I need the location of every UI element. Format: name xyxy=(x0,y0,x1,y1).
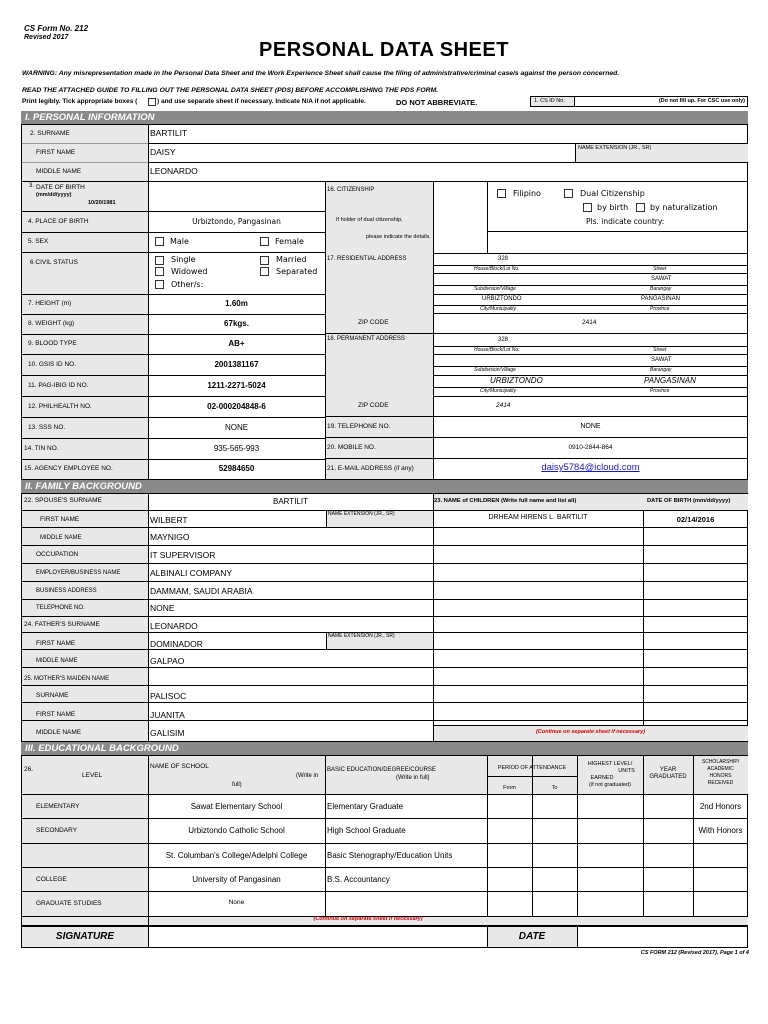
family-row-divider xyxy=(21,599,748,600)
child-dob: 02/14/2016 xyxy=(676,515,715,524)
education-continue-note: (Continue on separate sheet if necessary) xyxy=(313,916,423,922)
education-school: None xyxy=(228,899,245,906)
family-row-divider xyxy=(21,667,748,668)
citizenship-label: 16. CITIZENSHIP xyxy=(327,187,375,193)
education-course: Elementary Graduate xyxy=(327,802,404,811)
father-first-value: DOMINADOR xyxy=(150,639,203,649)
spouse-employer-value: ALBINALI COMPANY xyxy=(150,568,233,578)
family-row-divider xyxy=(21,632,748,633)
family-row-divider xyxy=(21,545,748,546)
res-barangay: SAWAT xyxy=(651,276,672,282)
name-extension-cell: NAME EXTENSION (JR., SR) xyxy=(575,144,748,162)
civil-separated-label: Separated xyxy=(276,267,318,276)
education-course: Basic Stenography/Education Units xyxy=(327,851,453,860)
surname-value: BARTILIT xyxy=(150,128,188,138)
spouse-address-value: DAMMAM, SAUDI ARABIA xyxy=(150,586,253,596)
family-row-divider xyxy=(21,527,748,528)
dob-format: (mm/dd/yyyy) xyxy=(36,192,72,198)
perm-province: PANGASINAN xyxy=(644,376,696,385)
education-course-header-2: (Write in full) xyxy=(396,775,430,781)
spouse-employer-label: EMPLOYER/BUSINESS NAME xyxy=(36,570,121,576)
father-middle-label: MIDDLE NAME xyxy=(36,658,78,664)
citizenship-dual-label: Dual Citizenship xyxy=(580,189,645,198)
perm-city: URBIZTONDO xyxy=(490,376,543,385)
firstname-label: FIRST NAME xyxy=(36,149,76,156)
dob-label: DATE OF BIRTH xyxy=(36,184,85,191)
family-row-divider xyxy=(21,649,748,650)
tin-value: 935-565-993 xyxy=(213,444,260,453)
guide-text: READ THE ATTACHED GUIDE TO FILLING OUT THE PERSONAL DATA SHEET (PDS) BEFORE ACCOMPLISHING THE PDS FORM. xyxy=(22,87,439,94)
gsis-label: 10. GSIS ID NO. xyxy=(28,361,77,368)
mother-first-value: JUANITA xyxy=(150,710,185,720)
education-year-header-2: GRADUATED xyxy=(649,774,687,780)
res-street-label: Street xyxy=(653,266,667,272)
email-value[interactable]: daisy5784@icloud.com xyxy=(541,462,640,473)
gsis-value: 2001381167 xyxy=(214,360,259,369)
page-title: PERSONAL DATA SHEET xyxy=(259,39,509,61)
perm-barangay-label: Barangay xyxy=(650,367,672,373)
res-city-label: City/Municipality xyxy=(480,306,517,312)
father-ext-cell: NAME EXTENSION (JR., SR) xyxy=(326,632,433,649)
children-dob-label: DATE OF BIRTH (mm/dd/yyyy) xyxy=(647,498,731,504)
surname-label: 2. SURNAME xyxy=(30,130,70,137)
date-label: DATE xyxy=(518,931,546,942)
spouse-telephone-value: NONE xyxy=(150,603,175,613)
perm-zip: 2414 xyxy=(496,402,511,409)
pob-label: 4. PLACE OF BIRTH xyxy=(28,218,89,225)
mother-surname-value: PALISOC xyxy=(150,691,187,701)
res-city: URBIZTONDO xyxy=(482,296,522,302)
education-year-header-1: YEAR xyxy=(659,767,677,773)
firstname-value: DAISY xyxy=(150,147,176,157)
cs-id-label-box xyxy=(530,96,575,107)
citizenship-filipino-checkbox[interactable] xyxy=(497,189,506,198)
family-row-divider xyxy=(21,685,748,686)
education-school-header-3: full) xyxy=(232,782,242,788)
middlename-value: LEONARDO xyxy=(150,166,198,176)
print-instruction-a: Print legibly. Tick appropriate boxes ( xyxy=(22,98,138,105)
sex-female-checkbox[interactable] xyxy=(260,237,269,246)
dob-value: 10/20/1981 xyxy=(88,200,116,206)
family-row-divider xyxy=(21,563,748,564)
philhealth-value: 02-000204848-6 xyxy=(207,402,266,411)
education-row-divider xyxy=(21,843,748,844)
perm-province-label: Province xyxy=(650,388,670,394)
father-surname-label: 24. FATHER'S SURNAME xyxy=(24,621,100,628)
education-from-header: From xyxy=(503,785,516,791)
sex-male-label: Male xyxy=(170,237,189,246)
blood-value: AB+ xyxy=(228,339,245,348)
education-level-header: LEVEL xyxy=(82,772,103,779)
spouse-first-label: FIRST NAME xyxy=(40,516,80,523)
civil-single-label: Single xyxy=(171,255,196,264)
education-number: 26. xyxy=(24,766,34,773)
education-honors-header-4: RECEIVED xyxy=(707,780,734,786)
form-number: CS Form No. 212 xyxy=(24,24,89,33)
res-house: 328 xyxy=(498,256,509,262)
spouse-occupation-label: OCCUPATION xyxy=(36,551,79,558)
father-middle-value: GALPAO xyxy=(150,656,185,666)
telephone-label: 19. TELEPHONE NO. xyxy=(327,423,391,430)
civil-widowed-label: Widowed xyxy=(171,267,208,276)
mobile-value: 0910-2844-864 xyxy=(568,444,613,451)
education-honors-header-2: ACADEMIC xyxy=(707,766,734,772)
family-row-divider xyxy=(21,616,748,617)
permanent-label: 18. PERMANENT ADDRESS xyxy=(327,336,405,342)
education-level: COLLEGE xyxy=(36,876,67,883)
spouse-middle-value: MAYNIGO xyxy=(150,532,190,542)
mother-surname-label: SURNAME xyxy=(36,692,69,699)
agency-label: 15. AGENCY EMPLOYEE NO. xyxy=(24,465,113,472)
perm-house-label: House/Block/Lot No. xyxy=(474,347,520,353)
no-abbreviate: DO NOT ABBREVIATE. xyxy=(396,98,478,107)
res-house-label: House/Block/Lot No. xyxy=(474,266,520,272)
cs-id-label: 1. CS ID No. xyxy=(534,98,565,104)
citizenship-naturalization-checkbox[interactable] xyxy=(636,203,645,212)
res-subdivision-label: Subdivision/Village xyxy=(474,286,516,292)
spouse-middle-label: MIDDLE NAME xyxy=(40,535,82,541)
spouse-occupation-value: IT SUPERVISOR xyxy=(150,550,216,560)
education-course: B.S. Accountancy xyxy=(327,875,390,884)
spouse-surname-label: 22. SPOUSE'S SURNAME xyxy=(24,497,102,504)
civil-status-label: 6 CIVIL STATUS xyxy=(30,259,78,266)
perm-zip-label: ZIP CODE xyxy=(358,402,389,409)
perm-house: 328 xyxy=(498,337,509,343)
family-row-divider xyxy=(21,581,748,582)
family-row-divider xyxy=(21,510,748,511)
residential-label: 17. RESIDENTIAL ADDRESS xyxy=(327,256,407,262)
csc-use-note: (Do not fill up. For CSC use only) xyxy=(658,98,745,104)
print-instruction-b: ) and use separate sheet if necessary. Indicate N/A if not applicable. xyxy=(157,98,366,105)
civil-separated-checkbox[interactable] xyxy=(260,267,269,276)
signature-field[interactable] xyxy=(149,927,487,947)
form-footer: CS FORM 212 (Revised 2017), Page 1 of 4 xyxy=(640,950,749,956)
dual-note-2: please indicate the details. xyxy=(366,234,431,240)
child-name: DRHEAM HIRENS L. BARTILIT xyxy=(488,514,588,521)
education-honors-header-3: HONORS xyxy=(709,773,732,779)
perm-subdivision-label: Subdivision/Village xyxy=(474,367,516,373)
sss-value: NONE xyxy=(224,423,249,432)
education-school: Urbiztondo Catholic School xyxy=(188,826,285,835)
sex-label: 5. SEX xyxy=(28,238,49,245)
mother-middle-value: GALISIM xyxy=(150,728,185,738)
father-surname-value: LEONARDO xyxy=(150,621,198,631)
civil-married-checkbox[interactable] xyxy=(260,256,269,265)
education-honors: 2nd Honors xyxy=(699,802,742,811)
res-province-label: Province xyxy=(650,306,670,312)
education-row-divider xyxy=(21,794,748,795)
spouse-telephone-label: TELEPHONE NO. xyxy=(36,605,85,611)
spouse-ext-cell: NAME EXTENSION (JR., SR) xyxy=(326,510,433,527)
res-barangay-label: Barangay xyxy=(650,286,672,292)
section-family-background: II. FAMILY BACKGROUND xyxy=(21,480,748,493)
mobile-label: 20. MOBILE NO. xyxy=(327,444,376,451)
citizenship-birth-label: by birth xyxy=(597,203,629,212)
father-first-label: FIRST NAME xyxy=(36,640,76,647)
pagibig-value: 1211-2271-5024 xyxy=(207,381,266,390)
education-honors: With Honors xyxy=(698,826,743,835)
education-row-divider xyxy=(21,867,748,868)
education-period-header: PERIOD OF ATTENDANCE xyxy=(497,765,567,771)
education-highest-header-4: (if not graduated) xyxy=(589,782,631,788)
education-to-header: To xyxy=(551,785,558,791)
mother-maiden-label: 25. MOTHER'S MAIDEN NAME xyxy=(24,676,110,682)
agency-value: 52984650 xyxy=(218,464,255,473)
citizenship-dual-checkbox[interactable] xyxy=(564,189,573,198)
height-value: 1.60m xyxy=(225,299,248,308)
cs-id-field xyxy=(575,96,748,107)
education-honors-header-1: SCHOLARSHIP/ xyxy=(701,759,740,765)
civil-others-checkbox[interactable] xyxy=(155,280,164,289)
family-row-divider xyxy=(21,702,748,703)
education-school-header-2: (Write in xyxy=(296,773,319,779)
perm-barangay: SAWAT xyxy=(651,357,672,363)
family-row-divider xyxy=(21,720,748,721)
pob-value: Urbiztondo, Pangasinan xyxy=(192,217,281,226)
perm-city-label: City/Municipality xyxy=(480,388,517,394)
spouse-first-value: WILBERT xyxy=(150,515,188,525)
warning-text: WARNING: Any misrepresentation made in the Personal Data Sheet and the Work Experience Sheet shall cause the filing of administrative/criminal case/s against the person concerned. xyxy=(22,70,620,77)
education-level: ELEMENTARY xyxy=(36,803,80,810)
education-highest-header-2: UNITS xyxy=(618,768,635,774)
blood-label: 9. BLOOD TYPE xyxy=(28,340,77,347)
education-highest-header-1: HIGHEST LEVEL/ xyxy=(587,761,633,767)
spouse-surname-value: BARTILIT xyxy=(273,497,308,506)
citizenship-country-label: Pls. indicate country: xyxy=(586,217,665,226)
education-level: GRADUATE STUDIES xyxy=(36,900,102,907)
education-course: High School Graduate xyxy=(327,826,406,835)
children-label: 23. NAME of CHILDREN (Write full name and list all) xyxy=(434,498,577,504)
weight-value: 67kgs. xyxy=(224,319,249,328)
spouse-address-label: BUSINESS ADDRESS xyxy=(36,588,97,594)
height-label: 7. HEIGHT (m) xyxy=(28,300,72,307)
date-field[interactable] xyxy=(578,927,748,947)
civil-married-label: Married xyxy=(276,255,307,264)
section-personal-info: I. PERSONAL INFORMATION xyxy=(21,111,748,124)
form-revision: Revised 2017 xyxy=(24,34,69,41)
education-school: St. Columban's College/Adelphi College xyxy=(165,851,308,860)
mother-middle-label: MIDDLE NAME xyxy=(36,729,82,736)
pagibig-label: 11. PAG-IBIG ID NO. xyxy=(28,382,89,389)
civil-others-label: Other/s: xyxy=(171,280,204,289)
children-continue-note: (Continue on separate sheet if necessary) xyxy=(535,729,646,735)
tin-label: 14. TIN NO. xyxy=(24,445,59,452)
family-label-column xyxy=(22,494,148,741)
sss-label: 13. SSS NO. xyxy=(28,424,66,431)
education-highest-header-3: EARNED xyxy=(590,775,614,781)
res-province: PANGASINAN xyxy=(641,296,680,302)
education-row-divider xyxy=(21,891,748,892)
section-educational-background: III. EDUCATIONAL BACKGROUND xyxy=(21,742,748,755)
tick-box-icon xyxy=(148,98,156,106)
dual-note-1: If holder of dual citizenship, xyxy=(336,217,403,223)
education-level: SECONDARY xyxy=(36,827,78,834)
res-zip: 2414 xyxy=(582,319,597,326)
citizenship-birth-checkbox[interactable] xyxy=(583,203,592,212)
education-school-header: NAME OF SCHOOL xyxy=(150,763,209,770)
education-row-divider xyxy=(487,776,577,777)
mother-first-label: FIRST NAME xyxy=(36,711,76,718)
middlename-label: MIDDLE NAME xyxy=(36,168,82,175)
education-course-header: BASIC EDUCATION/DEGREE/COURSE xyxy=(327,767,436,773)
sex-female-label: Female xyxy=(275,237,304,246)
dob-number: 3. xyxy=(29,183,35,189)
sex-male-checkbox[interactable] xyxy=(155,237,164,246)
civil-widowed-checkbox[interactable] xyxy=(155,267,164,276)
signature-label: SIGNATURE xyxy=(55,931,115,942)
citizenship-filipino-label: Filipino xyxy=(513,189,541,198)
res-zip-label: ZIP CODE xyxy=(358,319,389,326)
telephone-value: NONE xyxy=(580,423,601,430)
citizenship-naturalization-label: by naturalization xyxy=(650,203,718,212)
email-label: 21. E-MAIL ADDRESS (if any) xyxy=(327,465,414,472)
perm-street-label: Street xyxy=(653,347,667,353)
education-school: University of Pangasinan xyxy=(192,875,281,884)
family-row-divider xyxy=(433,725,748,726)
philhealth-label: 12. PHILHEALTH NO. xyxy=(28,403,92,410)
education-school: Sawat Elementary School xyxy=(190,802,283,811)
civil-single-checkbox[interactable] xyxy=(155,256,164,265)
weight-label: 8. WEIGHT (kg) xyxy=(28,320,75,327)
education-row-divider xyxy=(21,818,748,819)
